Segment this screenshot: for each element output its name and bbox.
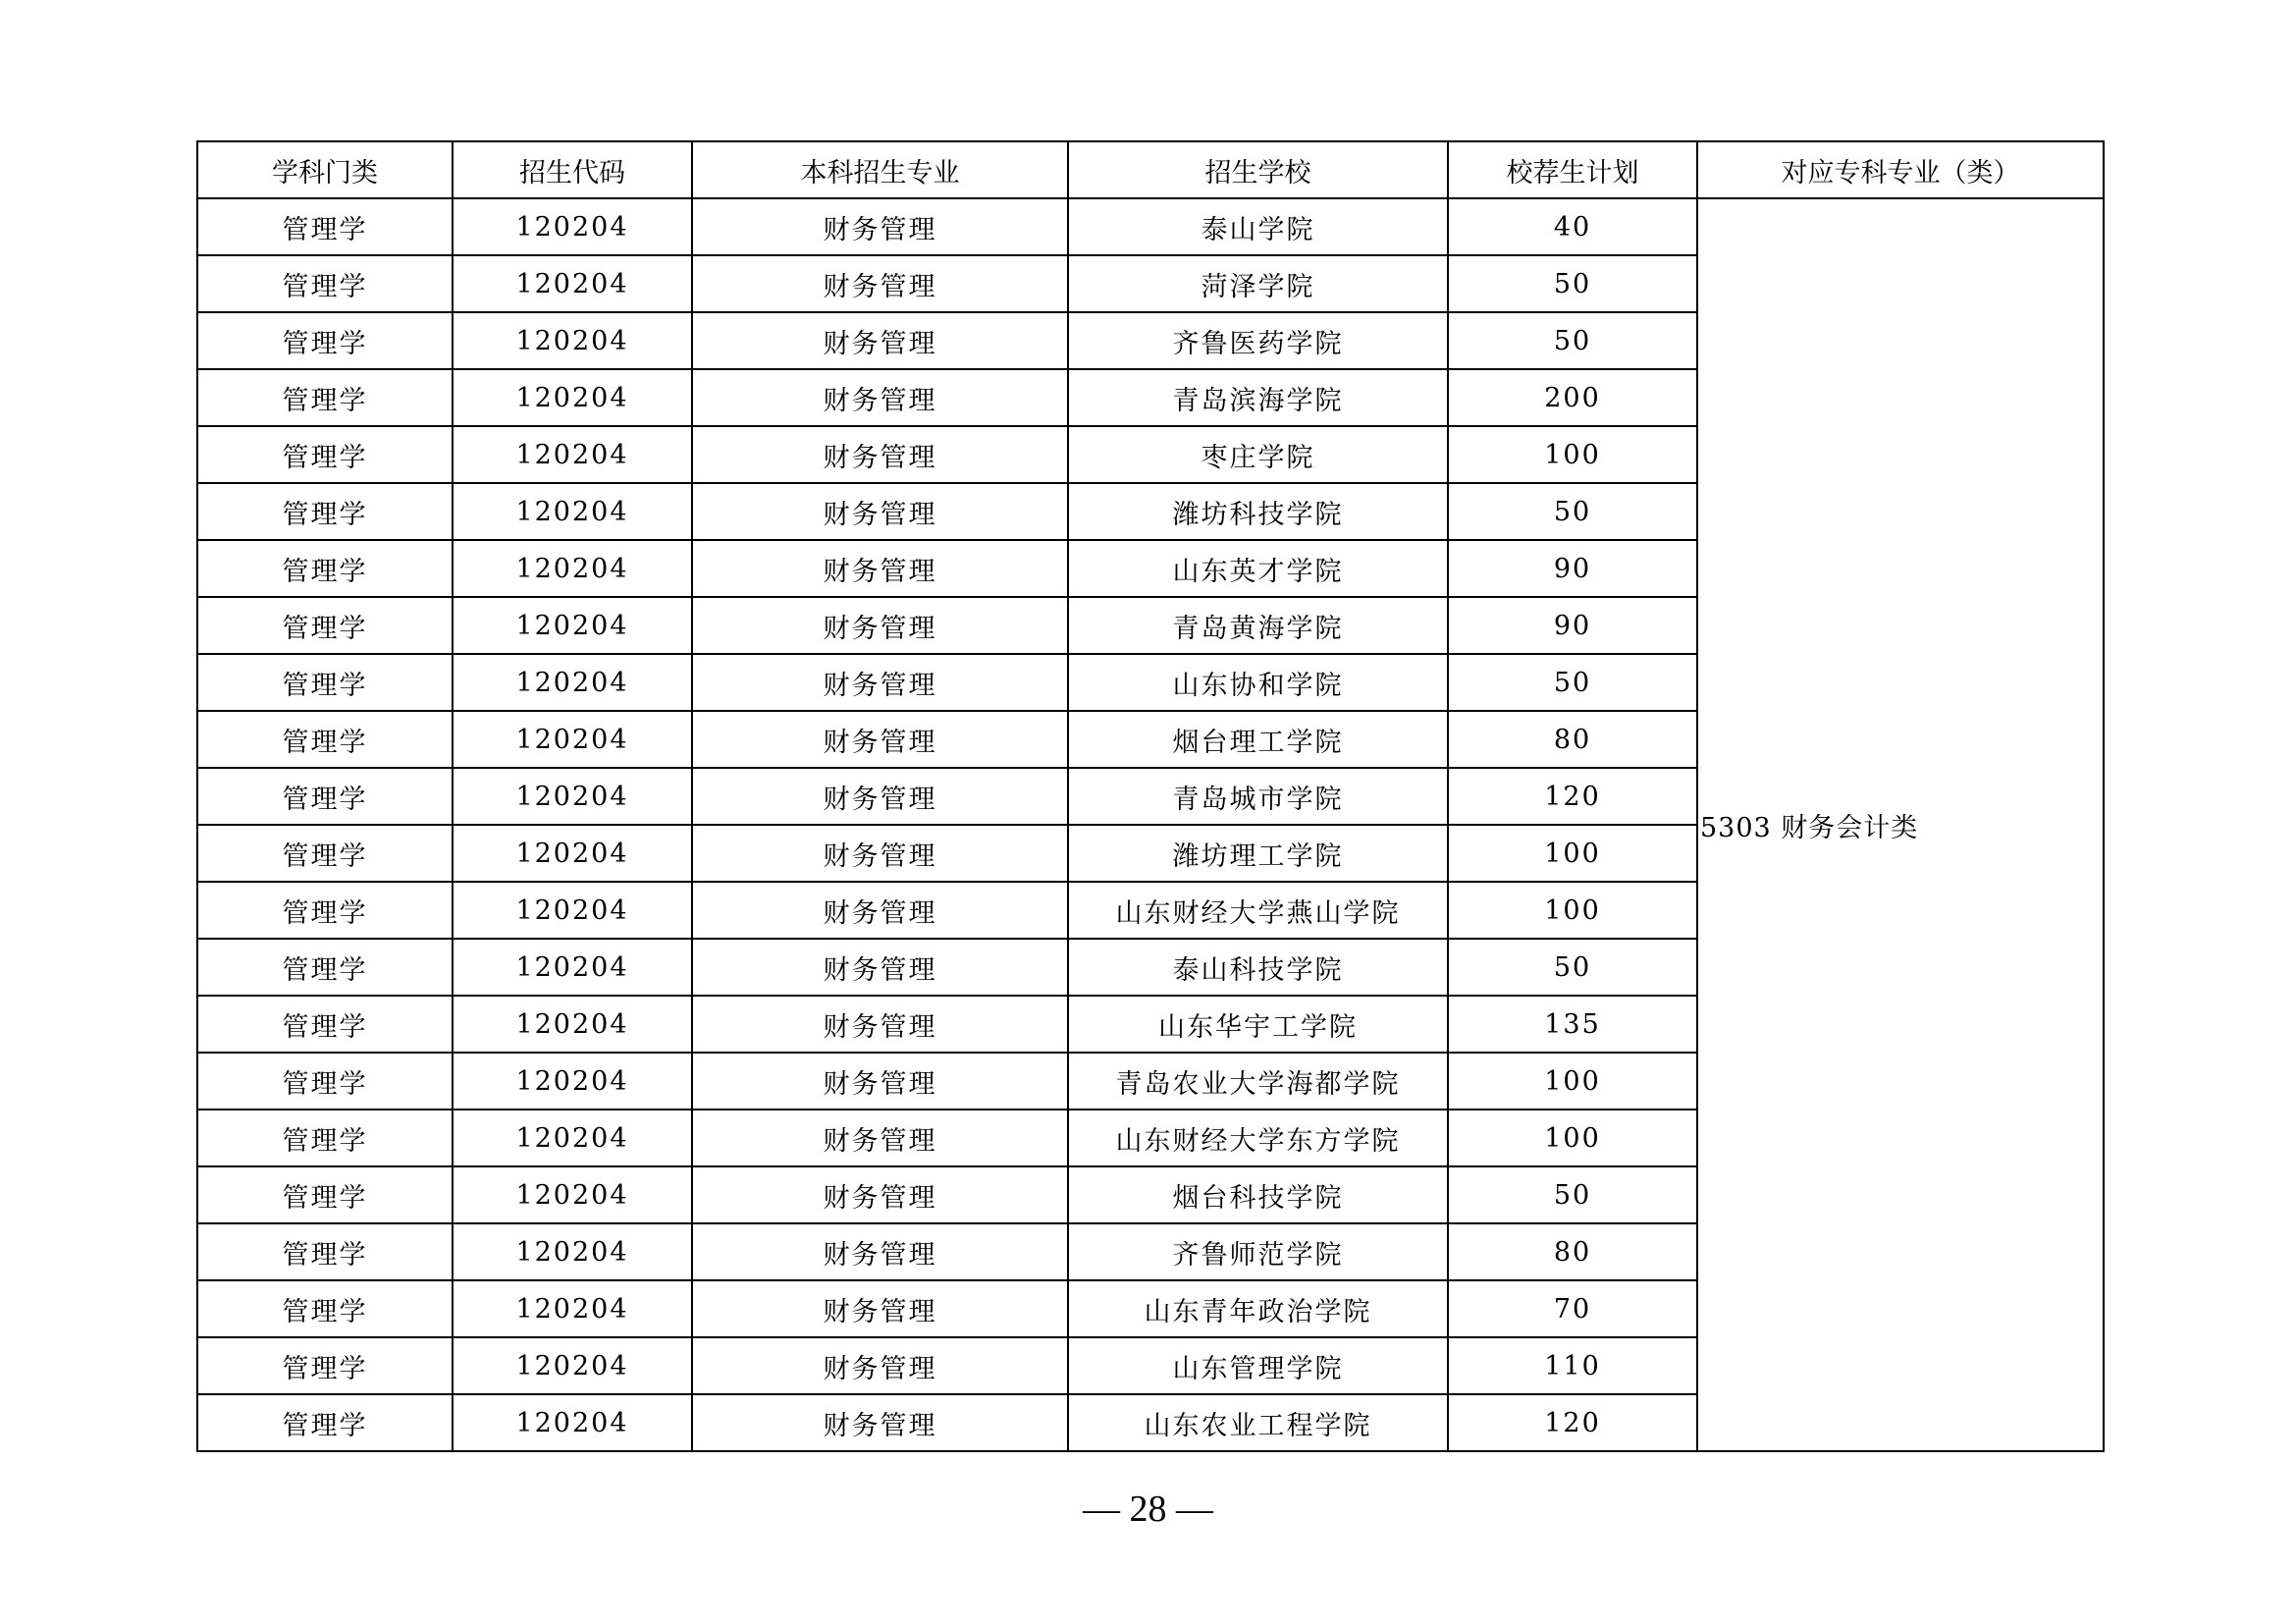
cell-school: 青岛黄海学院	[1068, 597, 1448, 654]
cell-code: 120204	[453, 1053, 692, 1110]
cell-discipline: 管理学	[197, 1394, 453, 1451]
cell-code: 120204	[453, 483, 692, 540]
cell-plan: 50	[1448, 255, 1697, 312]
header-discipline: 学科门类	[197, 141, 453, 198]
cell-code: 120204	[453, 654, 692, 711]
table-row	[197, 198, 2104, 255]
cell-code: 120204	[453, 939, 692, 996]
cell-major: 财务管理	[692, 825, 1068, 882]
table-header-row	[197, 141, 2104, 198]
cell-school: 潍坊理工学院	[1068, 825, 1448, 882]
cell-plan: 50	[1448, 312, 1697, 369]
cell-code: 120204	[453, 369, 692, 426]
cell-school: 潍坊科技学院	[1068, 483, 1448, 540]
enrollment-table	[196, 140, 2105, 1452]
cell-major: 财务管理	[692, 198, 1068, 255]
header-school: 招生学校	[1068, 141, 1448, 198]
cell-major: 财务管理	[692, 540, 1068, 597]
cell-major: 财务管理	[692, 483, 1068, 540]
cell-discipline: 管理学	[197, 1110, 453, 1166]
cell-discipline: 管理学	[197, 198, 453, 255]
cell-plan: 50	[1448, 654, 1697, 711]
cell-code: 120204	[453, 825, 692, 882]
cell-school: 山东青年政治学院	[1068, 1280, 1448, 1337]
cell-school: 烟台理工学院	[1068, 711, 1448, 768]
cell-code: 120204	[453, 1280, 692, 1337]
cell-code: 120204	[453, 882, 692, 939]
cell-major: 财务管理	[692, 426, 1068, 483]
cell-plan: 90	[1448, 597, 1697, 654]
cell-major: 财务管理	[692, 1223, 1068, 1280]
header-major: 本科招生专业	[692, 141, 1068, 198]
cell-discipline: 管理学	[197, 483, 453, 540]
cell-discipline: 管理学	[197, 654, 453, 711]
header-vocational-major: 对应专科专业（类）	[1697, 141, 2104, 198]
cell-plan: 100	[1448, 1053, 1697, 1110]
cell-plan: 200	[1448, 369, 1697, 426]
cell-code: 120204	[453, 1110, 692, 1166]
cell-major: 财务管理	[692, 1337, 1068, 1394]
cell-school: 青岛滨海学院	[1068, 369, 1448, 426]
cell-major: 财务管理	[692, 711, 1068, 768]
cell-school: 枣庄学院	[1068, 426, 1448, 483]
cell-major: 财务管理	[692, 1110, 1068, 1166]
cell-discipline: 管理学	[197, 426, 453, 483]
cell-major: 财务管理	[692, 882, 1068, 939]
cell-discipline: 管理学	[197, 1166, 453, 1223]
cell-discipline: 管理学	[197, 711, 453, 768]
table-body	[197, 198, 2104, 1451]
cell-school: 山东协和学院	[1068, 654, 1448, 711]
cell-code: 120204	[453, 1223, 692, 1280]
header-plan: 校荐生计划	[1448, 141, 1697, 198]
cell-discipline: 管理学	[197, 540, 453, 597]
cell-discipline: 管理学	[197, 1223, 453, 1280]
cell-code: 120204	[453, 312, 692, 369]
cell-plan: 120	[1448, 768, 1697, 825]
cell-discipline: 管理学	[197, 1280, 453, 1337]
cell-discipline: 管理学	[197, 1337, 453, 1394]
cell-major: 财务管理	[692, 996, 1068, 1053]
cell-discipline: 管理学	[197, 939, 453, 996]
cell-discipline: 管理学	[197, 312, 453, 369]
cell-discipline: 管理学	[197, 996, 453, 1053]
header-code: 招生代码	[453, 141, 692, 198]
cell-school: 泰山学院	[1068, 198, 1448, 255]
cell-discipline: 管理学	[197, 882, 453, 939]
cell-plan: 100	[1448, 825, 1697, 882]
cell-plan: 110	[1448, 1337, 1697, 1394]
cell-code: 120204	[453, 597, 692, 654]
cell-plan: 100	[1448, 426, 1697, 483]
cell-school: 山东管理学院	[1068, 1337, 1448, 1394]
cell-major: 财务管理	[692, 1280, 1068, 1337]
cell-code: 120204	[453, 711, 692, 768]
cell-school: 山东华宇工学院	[1068, 996, 1448, 1053]
cell-discipline: 管理学	[197, 597, 453, 654]
cell-school: 齐鲁医药学院	[1068, 312, 1448, 369]
cell-code: 120204	[453, 540, 692, 597]
cell-school: 烟台科技学院	[1068, 1166, 1448, 1223]
cell-school: 菏泽学院	[1068, 255, 1448, 312]
cell-major: 财务管理	[692, 597, 1068, 654]
cell-code: 120204	[453, 996, 692, 1053]
cell-major: 财务管理	[692, 939, 1068, 996]
cell-code: 120204	[453, 1337, 692, 1394]
cell-plan: 50	[1448, 939, 1697, 996]
cell-major: 财务管理	[692, 1053, 1068, 1110]
cell-vocational-major: 5303 财务会计类	[1697, 198, 2104, 1451]
cell-plan: 80	[1448, 1223, 1697, 1280]
cell-school: 青岛城市学院	[1068, 768, 1448, 825]
cell-school: 山东财经大学东方学院	[1068, 1110, 1448, 1166]
cell-plan: 135	[1448, 996, 1697, 1053]
cell-school: 山东农业工程学院	[1068, 1394, 1448, 1451]
cell-code: 120204	[453, 255, 692, 312]
cell-plan: 120	[1448, 1394, 1697, 1451]
cell-major: 财务管理	[692, 255, 1068, 312]
cell-code: 120204	[453, 768, 692, 825]
cell-school: 齐鲁师范学院	[1068, 1223, 1448, 1280]
cell-plan: 70	[1448, 1280, 1697, 1337]
cell-major: 财务管理	[692, 312, 1068, 369]
cell-school: 山东英才学院	[1068, 540, 1448, 597]
cell-major: 财务管理	[692, 1394, 1068, 1451]
cell-plan: 100	[1448, 1110, 1697, 1166]
cell-discipline: 管理学	[197, 768, 453, 825]
cell-plan: 50	[1448, 483, 1697, 540]
cell-school: 青岛农业大学海都学院	[1068, 1053, 1448, 1110]
cell-major: 财务管理	[692, 768, 1068, 825]
cell-plan: 40	[1448, 198, 1697, 255]
cell-plan: 80	[1448, 711, 1697, 768]
cell-code: 120204	[453, 426, 692, 483]
cell-major: 财务管理	[692, 369, 1068, 426]
cell-major: 财务管理	[692, 654, 1068, 711]
cell-discipline: 管理学	[197, 369, 453, 426]
page-number: — 28 —	[1083, 1489, 1213, 1530]
cell-code: 120204	[453, 1166, 692, 1223]
cell-discipline: 管理学	[197, 825, 453, 882]
cell-plan: 90	[1448, 540, 1697, 597]
cell-plan: 100	[1448, 882, 1697, 939]
cell-discipline: 管理学	[197, 255, 453, 312]
cell-major: 财务管理	[692, 1166, 1068, 1223]
cell-code: 120204	[453, 198, 692, 255]
cell-school: 山东财经大学燕山学院	[1068, 882, 1448, 939]
cell-school: 泰山科技学院	[1068, 939, 1448, 996]
cell-plan: 50	[1448, 1166, 1697, 1223]
cell-discipline: 管理学	[197, 1053, 453, 1110]
cell-code: 120204	[453, 1394, 692, 1451]
